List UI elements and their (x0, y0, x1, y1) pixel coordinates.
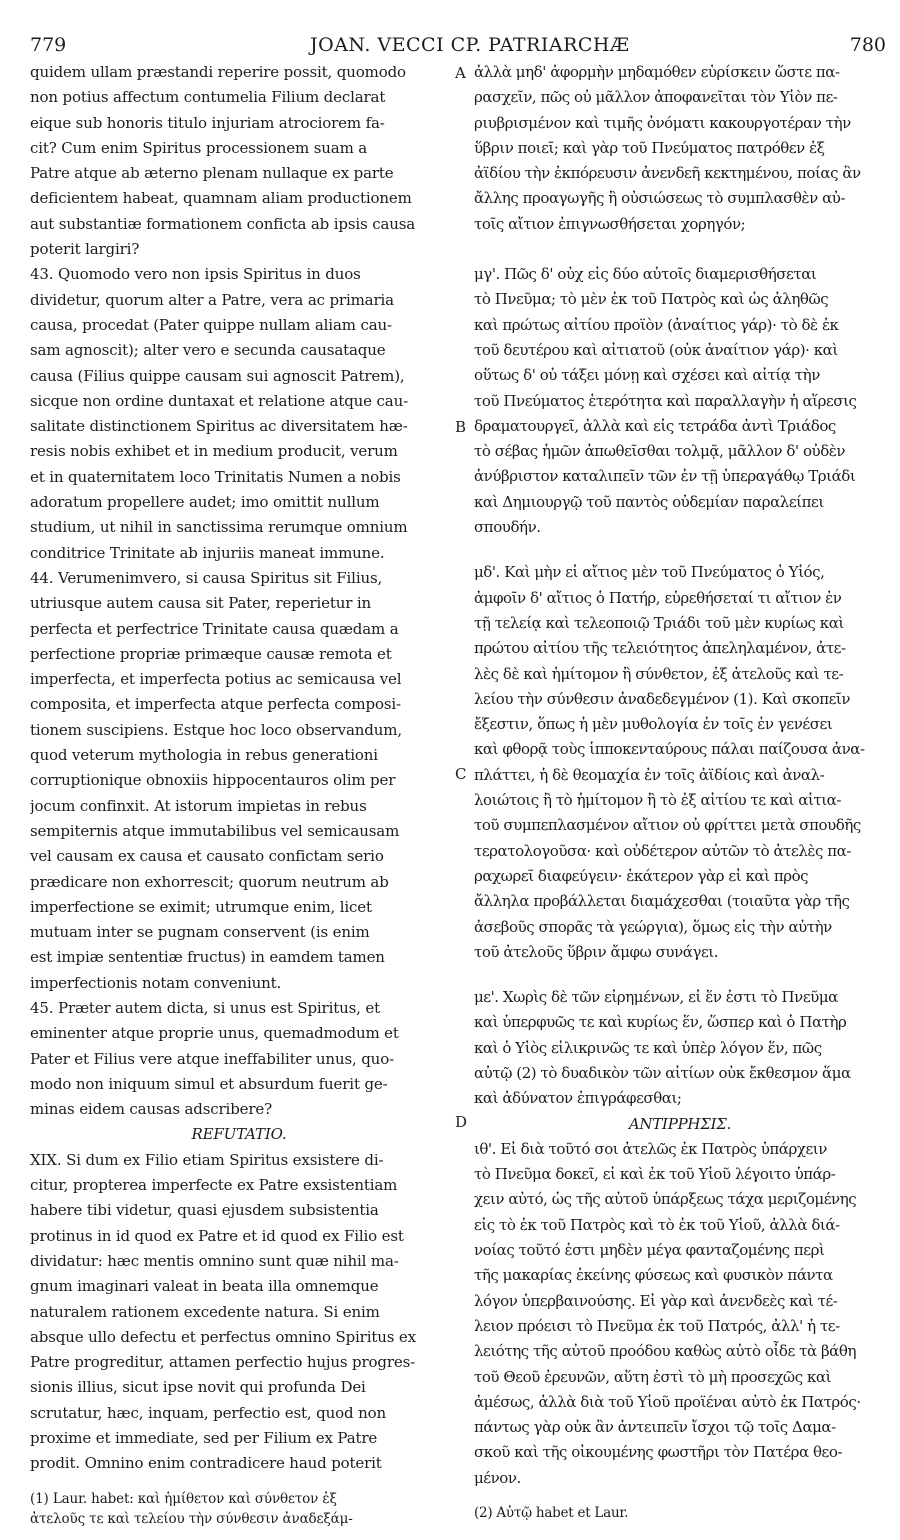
greek-line: ὕβριν ποιεῖ; καὶ γὰρ τοῦ Πνεύματος πατρόθεν ἐξ (474, 138, 825, 157)
latin-line: eique sub honoris titulo injuriam atrociorem fa- (30, 113, 385, 132)
greek-line: τὸ σέβας ἡμῶν ἀπωθεῖσθαι τολμᾷ, μᾶλλον δ' οὐδὲν (474, 442, 846, 461)
latin-line: tionem suscipiens. Estque hoc loco observandum, (30, 720, 402, 739)
latin-line: naturalem rationem excedente natura. Si enim (30, 1302, 380, 1321)
greek-line: με'. Χωρὶς δὲ τῶν εἰρημένων, εἰ ἕν ἐστι τὸ Πνεῦμα (474, 988, 838, 1007)
latin-footnote: (1) Laur. habet: καὶ ἡμίθετον καὶ σύνθετον ἐξ (30, 1490, 337, 1507)
latin-line: citur, propterea imperfecte ex Patre exsistentiam (30, 1176, 398, 1195)
greek-footnote: (2) Αὐτῷ habet et Laur. (474, 1505, 629, 1522)
latin-line: sicque non ordine duntaxat et relatione atque cau- (30, 391, 408, 410)
running-title: JOAN. VECCI CP. PATRIARCHÆ (310, 34, 630, 56)
greek-line: καὶ πρώτως αἰτίου προϊὸν (ἀναίτιος γάρ)· τὸ δὲ ἐκ (474, 315, 839, 334)
greek-line: δραματουργεῖ, ἀλλὰ καὶ εἰς τετράδα ἀντὶ Τριάδος (474, 416, 836, 435)
greek-line: καὶ ὁ Υἱὸς εἰλικρινῶς τε καὶ ὑπὲρ λόγον ἕν, πῶς (474, 1038, 822, 1057)
greek-line: τοῦ δευτέρου καὶ αἰτιατοῦ (οὐκ ἀναίτιον γάρ)· καὶ (474, 340, 838, 359)
margin-letter-d: D (455, 1113, 468, 1131)
latin-line: imperfectione se eximit; utrumque enim, licet (30, 897, 372, 916)
greek-line: ἀνύβριστον καταλιπεῖν τῶν ἐν τῇ ὑπεραγάθῳ Τριάδι (474, 467, 856, 486)
margin-letter-a: A (455, 64, 466, 82)
latin-section-heading: REFUTATIO. (191, 1125, 287, 1144)
greek-line: ἄλληλα προβάλλεται διαμάχεσθαι (τοιαῦτα γὰρ τῆς (474, 892, 850, 911)
latin-line: XIX. Si dum ex Filio etiam Spiritus exsistere di- (30, 1150, 384, 1169)
greek-line: ἀσεβοῦς σπορᾶς τὰ γεώργια), ὅμως εἰς τὴν αὐτὴν (474, 917, 832, 936)
latin-line: composita, et imperfecta atque perfecta composi- (30, 695, 401, 714)
latin-line: aut substantiæ formationem conficta ab ipsis causa (30, 214, 416, 233)
latin-line: Patre progreditur, attamen perfectio hujus progres- (30, 1353, 416, 1372)
greek-line: σκοῦ καὶ τῆς οἰκουμένης φωστῆρι τὸν Πατέρα θεο- (474, 1443, 843, 1462)
latin-line: minas eidem causas adscribere? (30, 1100, 273, 1119)
latin-line: sionis illius, sicut ipse novit qui profunda Dei (30, 1378, 366, 1397)
greek-line: τοῖς αἴτιον ἐπιγνωσθήσεται χορηγόν; (474, 214, 746, 233)
latin-line: resis nobis exhibet et in medium producit, verum (30, 442, 398, 461)
latin-line: studium, ut nihil in sanctissima rerumque omnium (30, 518, 408, 537)
greek-line: ρασχεῖν, πῶς οὐ μᾶλλον ἀποφανεῖται τὸν Υἱὸν πε- (474, 88, 838, 107)
margin-letter-b: B (455, 418, 467, 436)
greek-column (474, 60, 886, 1523)
latin-line: non potius affectum contumelia Filium declarat (30, 88, 386, 107)
greek-line: καὶ ὑπερφυῶς τε καὶ κυρίως ἕν, ὥσπερ καὶ ὁ Πατὴρ (474, 1013, 847, 1032)
latin-line: protinus in id quod ex Patre et id quod ex Filio est (30, 1226, 404, 1245)
greek-line: λὲς δὲ καὶ ἡμίτομον ἢ σύνθετον, ἐξ ἀτελοῦς καὶ τε- (474, 664, 844, 683)
latin-line: scrutatur, hæc, inquam, perfectio est, quod non (30, 1403, 386, 1422)
latin-line: adoratum propellere audet; imo omittit nullum (30, 493, 380, 512)
latin-line: perfecta et perfectrice Trinitate causa quædam a (30, 619, 399, 638)
greek-line: ἀμφοῖν δ' αἴτιος ὁ Πατήρ, εὑρεθήσεταί τι αἴτιον ἐν (474, 588, 842, 607)
greek-line: νοίας τοῦτό ἐστι μηδὲν μέγα φανταζομένης περὶ (474, 1241, 825, 1260)
greek-line: πάντως γὰρ οὐκ ἂν ἀντειπεῖν ἴσχοι τῷ τοῖς Δαμα- (474, 1418, 836, 1437)
margin-letter-c: C (455, 765, 467, 783)
greek-line: ἔξεστιν, ὅπως ἡ μὲν μυθολογία ἐν τοῖς ἐν γενέσει (474, 715, 833, 734)
greek-line: τῆς μακαρίας ἐκείνης φύσεως καὶ φυσικὸν πάντα (474, 1266, 833, 1285)
latin-line: causa, procedat (Pater quippe nullam aliam cau- (30, 315, 392, 334)
greek-line: πρώτου αἰτίου τῆς τελειότητος ἀπεληλαμένον, ἀτε- (474, 639, 846, 658)
latin-line: dividatur: hæc mentis omnino sunt quæ nihil ma- (30, 1251, 399, 1270)
latin-line: utriusque autem causa sit Pater, reperietur in (30, 594, 372, 613)
greek-line: μγ'. Πῶς δ' οὐχ εἰς δύο αὐτοῖς διαμερισθήσεται (474, 265, 817, 284)
greek-line: τοῦ συμπεπλασμένον αἴτιον οὐ φρίττει μετὰ σπουδῆς (474, 816, 861, 835)
greek-line: ιθ'. Εἰ διὰ τοῦτό σοι ἀτελῶς ἐκ Πατρὸς ὑπάρχειν (474, 1139, 827, 1158)
greek-line: εἰς τὸ ἐκ τοῦ Πατρὸς καὶ τὸ ἐκ τοῦ Υἱοῦ, ἀλλὰ διά- (474, 1215, 840, 1234)
greek-line: ριυβρισμένον καὶ τιμῆς ὀνόματι κακουργοτέραν τὴν (474, 113, 851, 132)
greek-line: ἄλλης προαγωγῆς ἢ οὐσιώσεως τὸ συμπλασθὲν αὐ- (474, 189, 846, 208)
greek-line: καὶ ἀδύνατον ἐπιγράφεσθαι; (474, 1089, 682, 1108)
greek-line: χειν αὐτό, ὡς τῆς αὐτοῦ ὑπάρξεως τάχα μεριζομένης (474, 1190, 857, 1209)
latin-line: Patre atque ab æterno plenam nullaque ex parte (30, 164, 394, 183)
latin-line: deficientem habeat, quamnam aliam productionem (30, 189, 412, 208)
latin-line: quod veterum mythologia in rebus generationi (30, 746, 378, 765)
latin-line: 44. Verumenimvero, si causa Spiritus sit Filius, (30, 568, 383, 587)
greek-line: σπουδήν. (474, 518, 541, 537)
greek-line: τὸ Πνεῦμα δοκεῖ, εἰ καὶ ἐκ τοῦ Υἱοῦ λέγοιτο ὑπάρ- (474, 1165, 836, 1184)
latin-line: gnum imaginari valeat in beata illa omnemque (30, 1277, 379, 1296)
greek-line: τοῦ ἀτελοῦς ὕβριν ἄμφω συνάγει. (474, 942, 719, 961)
greek-line: τερατολογοῦσα· καὶ οὐδέτερον αὐτῶν τὸ ἀτελὲς πα- (474, 841, 851, 860)
greek-line: καὶ Δημιουργῷ τοῦ παντὸς οὐδεμίαν παραλείπει (474, 492, 824, 511)
latin-line: prodit. Omnino enim contradicere haud poterit (30, 1454, 382, 1473)
latin-footnote: ἀτελοῦς τε καὶ τελείου τὴν σύνθεσιν ἀναδεξάμ- (30, 1510, 353, 1527)
latin-line: imperfectionis notam conveniunt. (30, 973, 282, 992)
latin-line: poterit largiri? (30, 240, 140, 259)
latin-line: vel causam ex causa et causato confictam serio (30, 847, 384, 866)
greek-line: λοιώτοις ἢ τὸ ἡμίτομον ἢ τὸ ἐξ αἰτίου τε καὶ αἰτια- (474, 791, 841, 810)
greek-line: αὐτῷ (2) τὸ δυαδικὸν τῶν αἰτίων οὐκ ἔκθεσμον ἅμα (474, 1063, 851, 1082)
latin-line: corruptionique obnoxiis hippocentauros olim per (30, 771, 396, 790)
greek-line: ἀμέσως, ἀλλὰ διὰ τοῦ Υἱοῦ προϊέναι αὐτὸ ἐκ Πατρός· (474, 1392, 861, 1411)
latin-line: cit? Cum enim Spiritus processionem suam a (30, 138, 368, 157)
latin-column (30, 60, 448, 1529)
latin-line: sam agnoscit); alter vero e secunda causataque (30, 341, 386, 360)
latin-line: prædicare non exhorrescit; quorum neutrum ab (30, 872, 389, 891)
latin-line: conditrice Trinitate ab injuriis maneat immune. (30, 543, 385, 562)
latin-line: Pater et Filius vere atque ineffabiliter unus, quo- (30, 1049, 394, 1068)
greek-line: οὕτως δ' οὐ τάξει μόνῃ καὶ σχέσει καὶ αἰτίᾳ τὴν (474, 366, 820, 385)
latin-line: dividetur, quorum alter a Patre, vera ac primaria (30, 290, 394, 309)
latin-line: proxime et immediate, sed per Filium ex Patre (30, 1429, 378, 1448)
greek-line: λειον πρόεισι τὸ Πνεῦμα ἐκ τοῦ Πατρός, ἀλλ' ἡ τε- (474, 1316, 840, 1335)
latin-line: mutuam inter se pugnam conservent (is enim (30, 923, 370, 942)
latin-line: est impiæ sententiæ fructus) in eamdem tamen (30, 948, 385, 967)
latin-line: et in quaternitatem loco Trinitatis Numen a nobis (30, 467, 401, 486)
greek-line: ἀλλὰ μηδ' ἀφορμὴν μηδαμόθεν εὑρίσκειν ὥστε πα- (474, 63, 840, 81)
latin-line: eminenter atque proprie unus, quemadmodum et (30, 1024, 399, 1043)
greek-line: τοῦ Θεοῦ ἐρευνῶν, αὕτη ἐστὶ τὸ μὴ προσεχῶς καὶ (474, 1367, 831, 1386)
page-number-right: 780 (849, 34, 886, 56)
greek-line: μδ'. Καὶ μὴν εἰ αἴτιος μὲν τοῦ Πνεύματος ὁ Υἱός, (474, 563, 825, 582)
latin-line: imperfecta, et imperfecta potius ac semicausa vel (30, 670, 402, 689)
greek-line: πλάττει, ἡ δὲ θεομαχία ἐν τοῖς ἀϊδίοις καὶ ἀναλ- (474, 765, 825, 784)
latin-line: modo non iniquum simul et absurdum fuerit ge- (30, 1074, 388, 1093)
greek-section-heading: ΑΝΤΙΡΡΗΣΙΣ. (628, 1114, 732, 1133)
latin-line: jocum confinxit. At istorum impietas in rebus (30, 796, 367, 815)
latin-line: causa (Filius quippe causam sui agnoscit Patrem), (30, 366, 405, 385)
greek-line: τοῦ Πνεύματος ἑτερότητα καὶ παραλλαγὴν ἡ αἵρεσις (474, 391, 857, 410)
page-number-left: 779 (30, 34, 67, 56)
latin-line: habere tibi videtur, quasi ejusdem subsistentia (30, 1201, 379, 1220)
greek-line: ραχωρεῖ διαφεύγειν· ἑκάτερον γὰρ εἰ καὶ πρὸς (474, 866, 809, 885)
latin-line: 43. Quomodo vero non ipsis Spiritus in duos (30, 265, 361, 284)
latin-line: salitate distinctionem Spiritus ac diversitatem hæ- (30, 417, 408, 436)
latin-line: sempiternis atque immutabilibus vel semicausam (30, 821, 400, 840)
latin-line: 45. Præter autem dicta, si unus est Spiritus, et (30, 998, 380, 1017)
latin-line: absque ullo defectu et perfectus omnino Spiritus ex (30, 1327, 416, 1346)
greek-line: καὶ φθορᾷ τοὺς ἱπποκενταύρους πάλαι παίζουσα ἀνα- (474, 740, 865, 759)
greek-line: ἀϊδίου τὴν ἐκπόρευσιν ἀνενδεῆ κεκτημένου, ποίας ἂν (474, 164, 861, 183)
greek-line: λείου τὴν σύνθεσιν ἀναδεδεγμένον (1). Καὶ σκοπεῖν (474, 689, 851, 708)
greek-line: τὸ Πνεῦμα; τὸ μὲν ἐκ τοῦ Πατρὸς καὶ ὡς ἀληθῶς (474, 290, 829, 309)
latin-line: perfectione propriæ primæque causæ remota et (30, 644, 392, 663)
greek-line: λόγον ὑπερβαινούσης. Εἰ γὰρ καὶ ἀνενδεὲς καὶ τέ- (474, 1291, 838, 1310)
greek-line: μένον. (474, 1468, 521, 1487)
greek-line: τῇ τελείᾳ καὶ τελεοποιῷ Τριάδι τοῦ μὲν κυρίως καὶ (474, 613, 844, 632)
latin-line: quidem ullam præstandi reperire possit, quomodo (30, 63, 406, 81)
greek-line: λειότης τῆς αὐτοῦ προόδου καθὼς αὐτὸ οἶδε τὰ βάθη (474, 1342, 856, 1361)
